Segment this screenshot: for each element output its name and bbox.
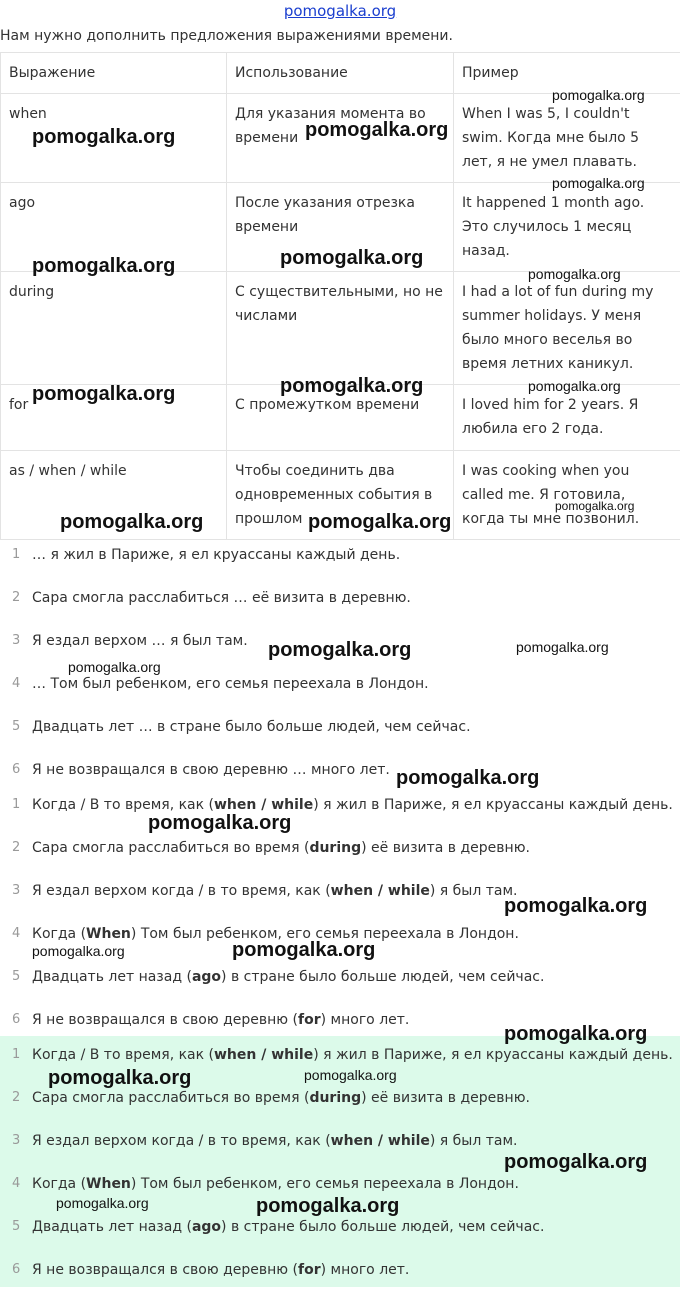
item-number: 3 <box>12 883 20 898</box>
column-header: Использование <box>227 53 454 94</box>
watermark: pomogalka.org <box>32 255 175 278</box>
answer-highlight: When <box>86 1176 131 1192</box>
watermark: pomogalka.org <box>32 126 175 149</box>
answer-highlight: when / while <box>331 883 430 899</box>
list-item <box>0 840 680 883</box>
item-text: Я ездал верхом когда / в то время, как (when / while) я был там. <box>32 883 518 899</box>
item-text: Я ездал верхом когда / в то время, как (when / while) я был там. <box>32 1133 518 1149</box>
list-item <box>0 1090 680 1133</box>
intro-text: Нам нужно дополнить предложения выражениями времени. <box>0 28 453 44</box>
watermark: pomogalka.org <box>268 639 411 662</box>
item-number: 5 <box>12 1219 20 1234</box>
list-item <box>0 590 680 633</box>
item-text: Когда / В то время, как (when / while) я жил в Париже, я ел круассаны каждый день. <box>32 1047 673 1063</box>
answer-highlight: during <box>309 1090 361 1106</box>
item-number: 6 <box>12 1012 20 1027</box>
item-text: Сара смогла расслабиться во время (during) её визита в деревню. <box>32 1090 530 1106</box>
item-text: Двадцать лет назад (ago) в стране было больше людей, чем сейчас. <box>32 1219 544 1235</box>
answer-highlight: when / while <box>331 1133 430 1149</box>
watermark: pomogalka.org <box>56 1195 149 1211</box>
item-text: Двадцать лет назад (ago) в стране было больше людей, чем сейчас. <box>32 969 544 985</box>
watermark: pomogalka.org <box>280 247 423 270</box>
watermark: pomogalka.org <box>504 895 647 918</box>
item-text: Сара смогла расслабиться … её визита в деревню. <box>32 590 411 606</box>
item-number: 3 <box>12 633 20 648</box>
watermark: pomogalka.org <box>232 939 375 962</box>
item-number: 4 <box>12 676 20 691</box>
item-text: Когда / В то время, как (when / while) я жил в Париже, я ел круассаны каждый день. <box>32 797 673 813</box>
item-text: … я жил в Париже, я ел круассаны каждый день. <box>32 547 400 563</box>
item-text: Я не возвращался в свою деревню … много лет. <box>32 762 390 778</box>
item-text: Когда (When) Том был ребенком, его семья переехала в Лондон. <box>32 926 519 942</box>
item-number: 1 <box>12 547 20 562</box>
watermark: pomogalka.org <box>552 87 645 103</box>
answer-highlight: for <box>298 1012 321 1028</box>
answer-highlight: during <box>309 840 361 856</box>
watermark: pomogalka.org <box>504 1151 647 1174</box>
watermark: pomogalka.org <box>48 1067 191 1090</box>
list-item <box>0 676 680 719</box>
watermark: pomogalka.org <box>528 266 621 282</box>
list-item <box>0 547 680 590</box>
table-cell: С существительными, но не числами <box>227 272 454 385</box>
watermark: pomogalka.org <box>280 375 423 398</box>
watermark: pomogalka.org <box>516 639 609 655</box>
table-cell: После указания отрезка времени <box>227 183 454 272</box>
table-cell: Чтобы соединить два одновременных события в прошлом <box>227 451 454 540</box>
watermark: pomogalka.org <box>304 1067 397 1083</box>
table-row <box>1 272 680 385</box>
watermark: pomogalka.org <box>256 1195 399 1218</box>
answer-highlight: ago <box>192 969 221 985</box>
list-item <box>0 1262 680 1305</box>
table-cell: Для указания момента во времени <box>227 94 454 183</box>
watermark: pomogalka.org <box>528 378 621 394</box>
item-text: Двадцать лет … в стране было больше людей, чем сейчас. <box>32 719 471 735</box>
table-cell: I was cooking when you called me. Я готовила, когда ты мне позвонил. <box>454 451 680 540</box>
table-cell: during <box>1 272 227 385</box>
table-cell: when <box>1 94 227 183</box>
item-text: Я ездал верхом … я был там. <box>32 633 248 649</box>
table-cell: for <box>1 385 227 451</box>
item-number: 2 <box>12 590 20 605</box>
watermark: pomogalka.org <box>555 499 634 513</box>
item-number: 2 <box>12 840 20 855</box>
watermark: pomogalka.org <box>68 659 161 675</box>
watermark: pomogalka.org <box>32 383 175 406</box>
table-cell: С промежутком времени <box>227 385 454 451</box>
item-number: 2 <box>12 1090 20 1105</box>
table-cell: I had a lot of fun during my summer holidays. У меня было много веселья во время летних каникул. <box>454 272 680 385</box>
table-cell: When I was 5, I couldn't swim. Когда мне было 5 лет, я не умел плавать. <box>454 94 680 183</box>
item-number: 5 <box>12 719 20 734</box>
list-item <box>0 969 680 1012</box>
watermark: pomogalka.org <box>148 812 291 835</box>
item-text: Я не возвращался в свою деревню (for) много лет. <box>32 1262 409 1278</box>
item-text: Когда (When) Том был ребенком, его семья переехала в Лондон. <box>32 1176 519 1192</box>
item-number: 4 <box>12 1176 20 1191</box>
column-header: Выражение <box>1 53 227 94</box>
watermark: pomogalka.org <box>305 119 448 142</box>
site-title-link[interactable]: pomogalka.org <box>0 2 680 20</box>
watermark: pomogalka.org <box>396 767 539 790</box>
watermark: pomogalka.org <box>32 943 125 959</box>
table-cell: It happened 1 month ago. Это случилось 1 месяц назад. <box>454 183 680 272</box>
list-item <box>0 1219 680 1262</box>
item-text: Я не возвращался в свою деревню (for) много лет. <box>32 1012 409 1028</box>
answer-highlight: ago <box>192 1219 221 1235</box>
item-number: 1 <box>12 797 20 812</box>
watermark: pomogalka.org <box>504 1023 647 1046</box>
item-number: 6 <box>12 1262 20 1277</box>
answer-highlight: for <box>298 1262 321 1278</box>
table-cell: ago <box>1 183 227 272</box>
item-number: 5 <box>12 969 20 984</box>
list-item <box>0 797 680 840</box>
item-number: 1 <box>12 1047 20 1062</box>
item-text: Сара смогла расслабиться во время (during) её визита в деревню. <box>32 840 530 856</box>
answer-highlight: when / while <box>214 1047 313 1063</box>
watermark: pomogalka.org <box>60 511 203 534</box>
column-header: Пример <box>454 53 680 94</box>
answer-highlight: when / while <box>214 797 313 813</box>
answer-highlight: When <box>86 926 131 942</box>
item-text: … Том был ребенком, его семья переехала в Лондон. <box>32 676 429 692</box>
list-item <box>0 719 680 762</box>
item-number: 4 <box>12 926 20 941</box>
item-number: 6 <box>12 762 20 777</box>
watermark: pomogalka.org <box>308 511 451 534</box>
table-cell: I loved him for 2 years. Я любила его 2 года. <box>454 385 680 451</box>
item-number: 3 <box>12 1133 20 1148</box>
table-cell: as / when / while <box>1 451 227 540</box>
watermark: pomogalka.org <box>552 175 645 191</box>
